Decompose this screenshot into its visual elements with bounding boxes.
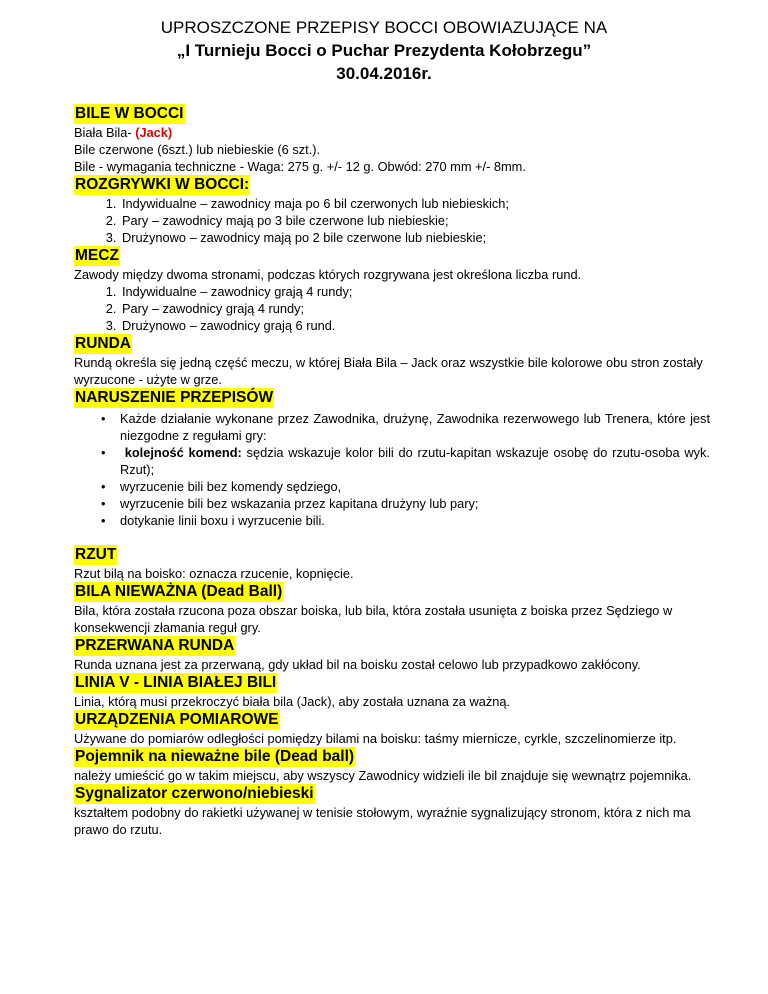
- section-przerwana-runda: [74, 636, 710, 673]
- section-mecz: [74, 246, 710, 334]
- title-line-3: 30.04.2016r.: [336, 64, 432, 83]
- rzut-text: Rzut bilą na boisko: oznacza rzucenie, kopnięcie.: [74, 566, 354, 581]
- document-body: [74, 104, 710, 838]
- section-heading: LINIA V - LINIA BIAŁEJ BILI: [75, 674, 277, 691]
- mecz-text: Zawody między dwoma stronami, podczas których rozgrywana jest określona liczba rund.: [74, 267, 582, 282]
- linia-text: Linia, którą musi przekroczyć biała bila (Jack), aby została uznana za ważną.: [74, 694, 511, 709]
- section-heading: NARUSZENIE PRZEPISÓW: [75, 389, 274, 406]
- section-rozgrywki: [74, 175, 710, 246]
- urzadzenia-text: Używane do pomiarów odległości pomiędzy bilami na boisku: taśmy miernicze, cyrkle, szczelinomierze itp.: [74, 731, 677, 746]
- section-heading: URZĄDZENIA POMIAROWE: [75, 711, 279, 728]
- naruszenie-list: [74, 410, 710, 529]
- section-heading: BILA NIEWAŻNA (Dead Ball): [75, 583, 283, 600]
- section-pojemnik: [74, 747, 710, 784]
- list-item: 3. Drużynowo – zawodnicy mają po 2 bile czerwone lub niebieskie;: [120, 229, 710, 246]
- section-heading: Pojemnik na nieważne bile (Dead ball): [75, 748, 355, 765]
- list-item: [120, 444, 710, 478]
- bold-term: kolejność komend:: [124, 445, 242, 460]
- section-rzut: [74, 545, 710, 582]
- section-linia-v: [74, 673, 710, 710]
- section-urzadzenia: [74, 710, 710, 747]
- list-item: 2. Pary – zawodnicy mają po 3 bile czerwone lub niebieskie;: [120, 212, 710, 229]
- list-item-text: sędzia wskazuje kolor bili do rzutu-kapitan wskazuje osobę do rzutu-osoba wyk. Rzut);: [120, 445, 710, 477]
- section-heading: RUNDA: [75, 335, 131, 352]
- bila-niewazna-text: Bila, która została rzucona poza obszar boiska, lub bila, która została usunięta z boiska przez Sędziego w konsekwencji złamania reguł gry.: [74, 603, 673, 635]
- bile-line-3: Bile - wymagania techniczne - Waga: 275 g. +/- 12 g. Obwód: 270 mm +/- 8mm.: [74, 159, 526, 174]
- list-item: • wyrzucenie bili bez wskazania przez kapitana drużyny lub pary;: [120, 495, 710, 512]
- section-heading: BILE W BOCCI: [75, 105, 184, 122]
- section-heading: RZUT: [75, 546, 117, 563]
- title-line-2: „I Turnieju Bocci o Puchar Prezydenta Kołobrzegu”: [176, 41, 592, 60]
- document-title: [0, 16, 768, 85]
- list-item: • wyrzucenie bili bez komendy sędziego,: [120, 478, 710, 495]
- przerwana-text: Runda uznana jest za przerwaną, gdy układ bil na boisku został celowo lub przypadkowo zakłócony.: [74, 657, 641, 672]
- section-naruszenie: [74, 388, 710, 529]
- pojemnik-text: należy umieścić go w takim miejscu, aby wszyscy Zawodnicy widzieli ile bil znajduje się wewnątrz pojemnika.: [74, 768, 692, 783]
- section-bila-niewazna: [74, 582, 710, 636]
- section-runda: [74, 334, 710, 388]
- list-item: 1. Indywidualne – zawodnicy grają 4 rundy;: [120, 283, 710, 300]
- mecz-list: [74, 283, 710, 334]
- list-item: • Każde działanie wykonane przez Zawodnika, drużynę, Zawodnika rezerwowego lub Trenera, które jest niezgodne z regułami gry:: [120, 410, 710, 444]
- list-item: 1. Indywidualne – zawodnicy maja po 6 bil czerwonych lub niebieskich;: [120, 195, 710, 212]
- section-heading: ROZGRYWKI W BOCCI:: [75, 176, 250, 193]
- bile-line-1: [74, 124, 710, 141]
- rozgrywki-list: [74, 195, 710, 246]
- section-heading: MECZ: [75, 247, 119, 264]
- bile-jack-label: Biała Bila-: [74, 125, 132, 140]
- title-line-1: UPROSZCZONE PRZEPISY BOCCI OBOWIAZUJĄCE NA: [160, 18, 608, 37]
- section-bile: [74, 104, 710, 175]
- jack-red-label: (Jack): [135, 125, 173, 140]
- section-heading: PRZERWANA RUNDA: [75, 637, 235, 654]
- runda-text: Rundą określa się jedną część meczu, w której Biała Bila – Jack oraz wszystkie bile kolorowe obu stron zostały wyrzucone - użyte w grze.: [74, 355, 703, 387]
- bile-line-2: Bile czerwone (6szt.) lub niebieskie (6 szt.).: [74, 142, 321, 157]
- section-heading: Sygnalizator czerwono/niebieski: [75, 785, 314, 802]
- list-item: 3. Drużynowo – zawodnicy grają 6 rund.: [120, 317, 710, 334]
- section-sygnalizator: [74, 784, 710, 838]
- list-item: • dotykanie linii boxu i wyrzucenie bili.: [120, 512, 710, 529]
- sygnalizator-text: kształtem podobny do rakietki używanej w tenisie stołowym, wyraźnie sygnalizujący stronom, która z nich ma prawo do rzutu.: [74, 805, 691, 837]
- list-item: 2. Pary – zawodnicy grają 4 rundy;: [120, 300, 710, 317]
